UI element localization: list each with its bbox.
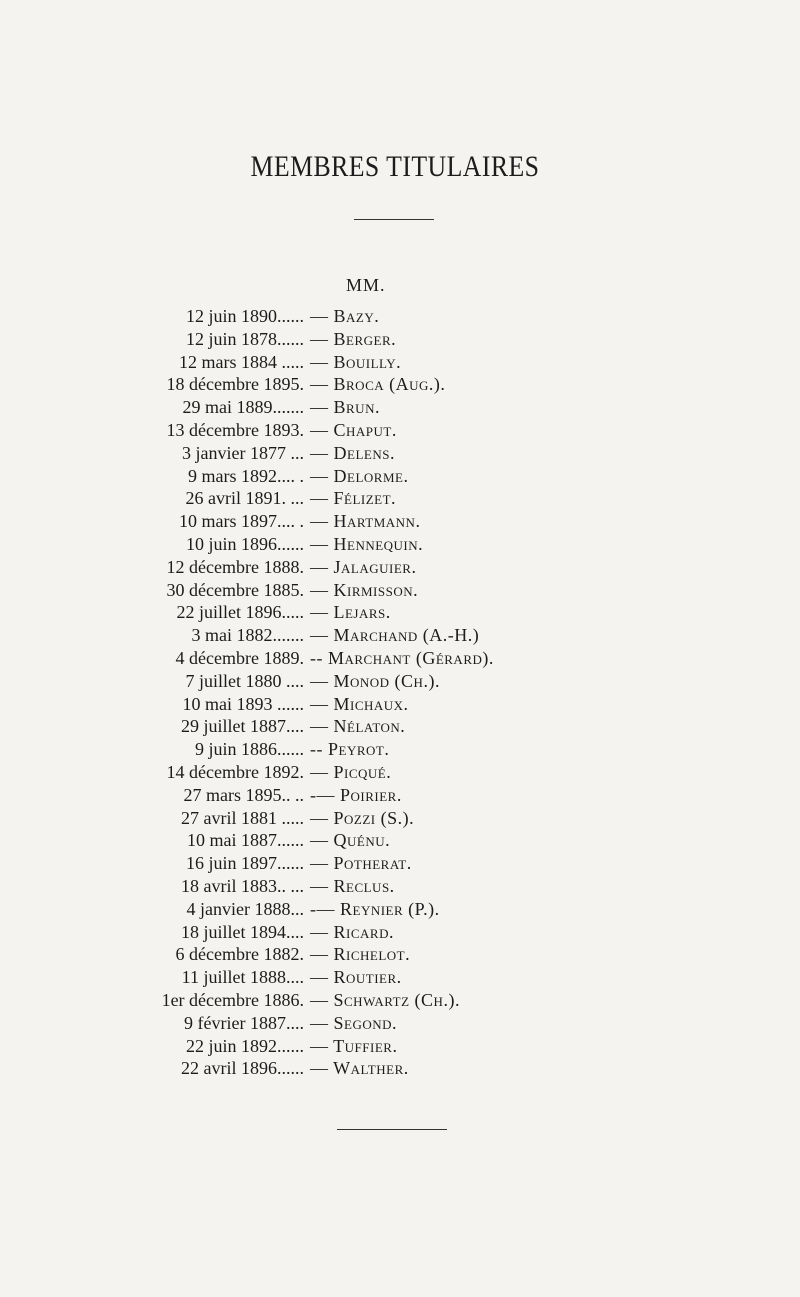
member-date: 12 décembre 1888.	[166, 556, 304, 577]
member-row	[0, 579, 800, 602]
member-name: — Reclus.	[310, 875, 395, 896]
member-row	[0, 807, 800, 830]
member-date: 29 mai 1889.......	[182, 397, 304, 418]
closing-divider	[337, 1129, 447, 1130]
member-name: — Hennequin.	[310, 533, 424, 554]
member-name: — Chaput.	[310, 419, 397, 440]
member-date: 11 juillet 1888....	[181, 967, 304, 988]
member-date: 12 juin 1878......	[185, 328, 304, 349]
member-list	[0, 305, 800, 1080]
member-name: — Delorme.	[310, 465, 409, 486]
member-name: — Pozzi (S.).	[310, 807, 415, 828]
member-name: — Monod (Ch.).	[310, 670, 440, 691]
member-row	[0, 624, 800, 647]
member-date: 27 mars 1895.. ..	[183, 784, 304, 805]
member-date: 18 avril 1883.. ...	[181, 875, 304, 896]
member-name: — Richelot.	[310, 944, 411, 965]
member-row	[0, 715, 800, 738]
member-name: — Nélaton.	[310, 716, 406, 737]
member-date: 9 mars 1892.... .	[188, 465, 304, 486]
salutation: MM.	[346, 275, 386, 295]
member-date: 22 avril 1896......	[181, 1058, 304, 1079]
member-name: — Segond.	[310, 1012, 398, 1033]
member-row	[0, 989, 800, 1012]
member-row	[0, 761, 800, 784]
member-name: — Bazy.	[310, 306, 380, 326]
member-date: 10 mai 1893 ......	[182, 693, 304, 714]
member-row	[0, 419, 800, 442]
member-row	[0, 647, 800, 670]
member-row	[0, 533, 800, 556]
member-name: — Michaux.	[310, 693, 409, 714]
member-row	[0, 305, 800, 328]
member-name: — Jalaguier.	[310, 556, 417, 577]
member-name: — Delens.	[310, 442, 395, 463]
member-name: — Marchand (A.-H.)	[310, 625, 480, 646]
member-row	[0, 373, 800, 396]
member-row	[0, 898, 800, 921]
member-row	[0, 966, 800, 989]
member-date: 12 juin 1890......	[185, 306, 304, 326]
title-divider	[354, 219, 434, 220]
member-date: 7 juillet 1880 ....	[185, 670, 304, 691]
member-row	[0, 465, 800, 488]
member-name: — Walther.	[310, 1058, 409, 1079]
member-name: — Ricard.	[310, 921, 394, 942]
member-name: -- Peyrot.	[310, 739, 390, 760]
member-row	[0, 442, 800, 465]
member-date: 4 décembre 1889.	[175, 647, 304, 668]
member-name: — Potherat.	[310, 853, 412, 874]
member-row	[0, 328, 800, 351]
member-row	[0, 875, 800, 898]
member-name: — Lejars.	[310, 602, 391, 623]
member-row	[0, 943, 800, 966]
member-date: 26 avril 1891. ...	[185, 488, 304, 509]
member-date: 3 janvier 1877 ...	[182, 442, 304, 463]
member-row	[0, 487, 800, 510]
member-row	[0, 852, 800, 875]
member-date: 9 février 1887....	[184, 1012, 304, 1033]
member-date: 4 janvier 1888...	[186, 898, 304, 919]
member-name: — Schwartz (Ch.).	[310, 989, 460, 1010]
member-row	[0, 670, 800, 693]
member-date: 10 mai 1887......	[187, 830, 304, 851]
member-name: — Brun.	[310, 397, 380, 418]
member-name: — Kirmisson.	[310, 579, 419, 600]
member-name: -- Marchant (Gérard).	[310, 647, 494, 668]
member-date: 18 juillet 1894....	[181, 921, 304, 942]
member-name: — Quénu.	[310, 830, 391, 851]
member-date: 10 mars 1897.... .	[179, 511, 304, 532]
member-date: 16 juin 1897......	[185, 853, 304, 874]
member-date: 22 juillet 1896.....	[176, 602, 304, 623]
member-name: — Picqué.	[310, 761, 392, 782]
member-row	[0, 921, 800, 944]
member-date: 18 décembre 1895.	[166, 374, 304, 395]
member-name: — Routier.	[310, 967, 402, 988]
member-row	[0, 1035, 800, 1058]
member-row	[0, 1057, 800, 1080]
member-name: — Félizet.	[310, 488, 397, 509]
member-name: -— Reynier (P.).	[310, 898, 440, 919]
member-name: — Bouilly.	[310, 351, 402, 372]
member-row	[0, 784, 800, 807]
member-date: 30 décembre 1885.	[166, 579, 304, 600]
member-name: — Broca (Aug.).	[310, 374, 446, 395]
member-date: 29 juillet 1887....	[181, 716, 304, 737]
member-date: 27 avril 1881 .....	[181, 807, 304, 828]
member-row	[0, 1012, 800, 1035]
member-date: 12 mars 1884 .....	[179, 351, 304, 372]
page-title: MEMBRES TITULAIRES	[250, 150, 540, 183]
member-name: — Berger.	[310, 328, 397, 349]
member-date: 1er décembre 1886.	[161, 989, 304, 1010]
member-name: — Hartmann.	[310, 511, 421, 532]
member-name: — Tuffier.	[310, 1035, 398, 1056]
member-name: -— Poirier.	[310, 784, 402, 805]
member-date: 13 décembre 1893.	[166, 419, 304, 440]
member-date: 10 juin 1896......	[185, 533, 304, 554]
member-row	[0, 693, 800, 716]
member-row	[0, 601, 800, 624]
member-row	[0, 829, 800, 852]
member-date: 22 juin 1892......	[185, 1035, 304, 1056]
member-row	[0, 556, 800, 579]
member-date: 3 mai 1882.......	[191, 625, 304, 646]
member-row	[0, 396, 800, 419]
member-row	[0, 351, 800, 374]
member-date: 6 décembre 1882.	[175, 944, 304, 965]
member-row	[0, 510, 800, 533]
member-date: 9 juin 1886......	[194, 739, 304, 760]
member-row	[0, 738, 800, 761]
member-date: 14 décembre 1892.	[166, 761, 304, 782]
